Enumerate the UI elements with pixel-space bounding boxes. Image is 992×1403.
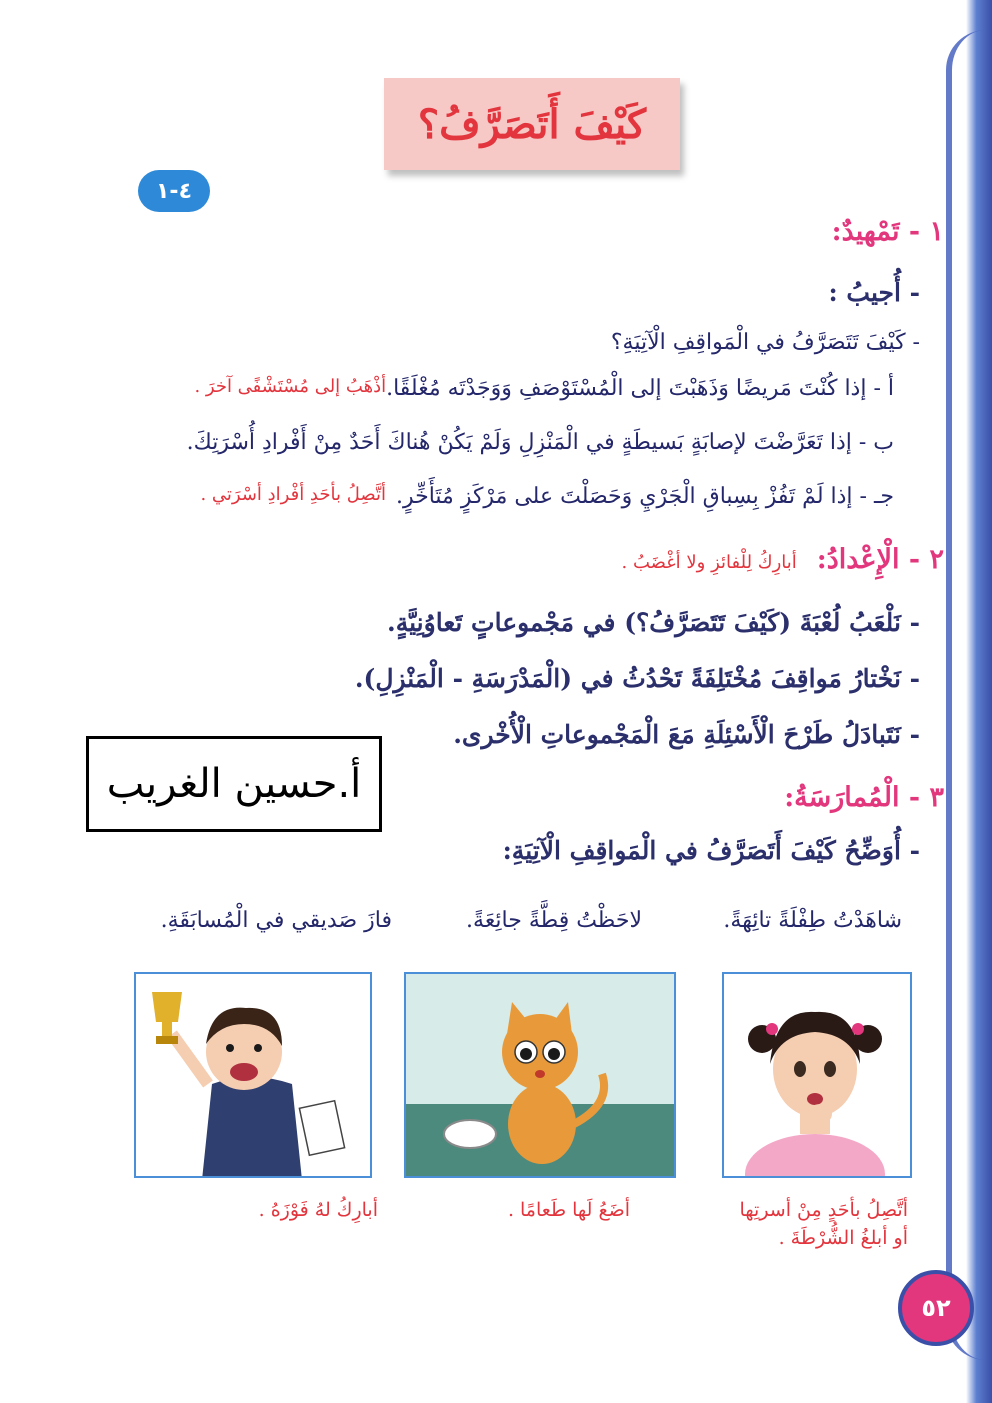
girl-crying-icon xyxy=(722,972,912,1178)
section2-heading-row xyxy=(622,544,944,575)
section2-line-2: - نَخْتارُ مَواقِفَ مُخْتَلِفَةً تَحْدُثُ في (الْمَدْرَسَةِ - الْمَنْزِلِ). xyxy=(354,664,920,693)
hungry-cat-icon xyxy=(404,972,676,1178)
section2-heading: ٢ - الْإِعْدادُ: xyxy=(816,544,944,575)
situation-answer-1-line2: أو أبلغُ الشُّرْطَةَ . xyxy=(778,1227,908,1249)
item-b-text: ب - إذا تَعَرَّضْتَ لإصابَةٍ بَسيطَةٍ في الْمَنْزِلِ وَلَمْ يَكُنْ هُناكَ أَحَدٌ مِنْ أَفْرادِ أُسْرَتِكَ. xyxy=(186,430,894,455)
situation-answer-3-line1: أبارِكُ لهُ فَوْزَهُ . xyxy=(258,1199,378,1221)
author-stamp-text: أ.حسين الغريب xyxy=(106,761,362,807)
question-item-c xyxy=(200,484,894,509)
item-c-extra-answer: أبارِكُ لِلْفائزِ ولا أغْضَبُ . xyxy=(621,552,797,573)
situation-caption-1: شاهَدْتُ طِفْلَةً تائِهَةً. xyxy=(723,908,902,933)
section1-question: - كَيْفَ تَتَصَرَّفُ في الْمَواقِفِ الْآتِيَةِ؟ xyxy=(610,330,920,355)
lesson-number-badge: ٤-١ xyxy=(138,170,210,212)
page-number: ٥٢ xyxy=(898,1270,974,1346)
item-a-text: أ - إذا كُنْتَ مَريضًا وَذَهَبْتَ إلى الْمُسْتَوْصَفِ وَوَجَدْتَه مُغْلَقًا. xyxy=(386,376,894,401)
situation-answer-1 xyxy=(739,1196,908,1252)
boy-trophy-icon xyxy=(134,972,372,1178)
question-item-a xyxy=(70,376,894,401)
situation-answer-3 xyxy=(259,1196,378,1224)
situation-answer-2 xyxy=(508,1196,630,1224)
section3-heading: ٣ - الْمُمارَسَةُ: xyxy=(784,782,944,813)
title-banner xyxy=(384,78,680,170)
item-c-answer: أتَّصِلُ بأحَدِ أفْرادِ أسْرَتي . xyxy=(200,484,386,505)
question-item-b xyxy=(187,430,894,455)
item-a-answer: أذْهَبُ إلى مُسْتَشْفًى آخرَ . xyxy=(194,376,387,397)
answer-label: - أُجيبُ : xyxy=(828,278,920,307)
item-c-text: جـ - إذا لَمْ تَفُزْ بِسِباقِ الْجَرْيِ وَحَصَلْتَ على مَرْكَزٍ مُتَأَخِّرٍ. xyxy=(395,484,894,509)
page-edge-curve xyxy=(946,30,986,1360)
author-stamp xyxy=(86,736,382,832)
situation-caption-3: فازَ صَديقي في الْمُسابَقَةِ. xyxy=(160,908,392,933)
situation-answer-1-line1: أتَّصِلُ بأحَدٍ مِنْ أسرتِها xyxy=(739,1199,908,1221)
section3-instruction: - أُوَضِّحُ كَيْفَ أَتَصَرَّفُ في الْمَواقِفِ الْآتِيَةِ: xyxy=(502,836,920,865)
situation-caption-2: لاحَظْتُ قِطَّةً جائِعَةً. xyxy=(466,908,642,933)
section2-line-1: - نَلْعَبُ لُعْبَةَ (كَيْفَ تَتَصَرَّفُ؟) في مَجْموعاتٍ تَعاوُنِيَّةٍ. xyxy=(387,608,920,637)
section1-heading: ١ - تَمْهيدٌ: xyxy=(831,216,944,247)
situation-answer-2-line1: أضَعُ لَها طَعامًا . xyxy=(507,1199,630,1221)
page-title: كَيْفَ أَتَصَرَّفُ؟ xyxy=(417,100,647,148)
section2-line-3: - نَتَبادَلُ طَرْحَ الْأَسْئِلَةِ مَعَ الْمَجْموعاتِ الْأُخْرى. xyxy=(453,720,920,749)
